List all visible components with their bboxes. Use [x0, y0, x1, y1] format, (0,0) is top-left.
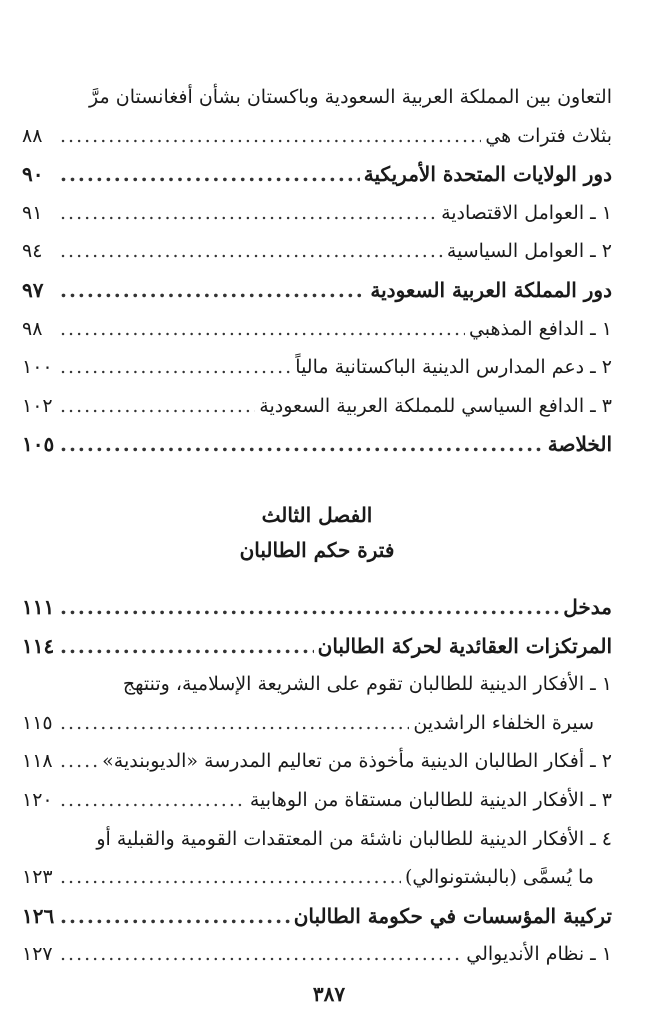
toc-entry-page: ٨٨	[22, 124, 43, 147]
toc-entry-title: ٢ ـ دعم المدارس الدينية الباكستانية مالياً	[295, 356, 612, 379]
toc-entry-title: سيرة الخلفاء الراشدين	[413, 711, 594, 734]
toc-entry-title: ٣ ـ الأفكار الدينية للطالبان مستقاة من الوهابية	[249, 788, 612, 811]
toc-entry	[22, 194, 612, 233]
toc-leader-dots	[60, 897, 290, 936]
toc-entry-title: ٢ ـ العوامل السياسية	[446, 240, 612, 263]
toc-leader-dots	[60, 117, 481, 156]
toc-entry-title: دور الولايات المتحدة الأمريكية	[363, 162, 612, 187]
toc-entry-page: ١٠٢	[22, 394, 53, 417]
toc-entry-title: المرتكزات العقائدية لحركة الطالبان	[317, 633, 612, 658]
toc-leader-dots	[60, 348, 291, 387]
chapter-title: فترة حكم الطالبان	[239, 537, 395, 562]
toc-entry	[22, 271, 612, 310]
toc-leader-dots	[60, 704, 409, 743]
toc-entry	[22, 348, 612, 387]
toc-entry	[22, 310, 612, 349]
toc-entry-page: ١٠٥	[22, 432, 55, 457]
toc-leader-dots	[60, 742, 98, 781]
toc-entry-page: ١٢٦	[22, 903, 55, 928]
toc-entry	[22, 387, 612, 426]
toc-entry-title: مدخل	[563, 594, 612, 619]
toc-entry	[22, 155, 612, 194]
toc-entry-page: ٩٤	[22, 240, 43, 263]
toc-entry-title: ١ ـ الدافع المذهبي	[468, 317, 612, 340]
toc-entry	[22, 897, 612, 936]
toc-entry-title: ١ ـ العوامل الاقتصادية	[441, 201, 612, 224]
toc-leader-dots	[60, 310, 465, 349]
toc-leader-dots	[60, 232, 443, 271]
toc-leader-dots	[60, 935, 462, 974]
toc-entry	[22, 588, 612, 627]
toc-entry-title: دور المملكة العربية السعودية	[370, 277, 612, 302]
toc-entry-title: تركيبة المؤسسات في حكومة الطالبان	[293, 903, 612, 928]
toc-entry	[22, 78, 612, 117]
toc-entry	[22, 781, 612, 820]
toc-entry	[22, 117, 612, 156]
toc-leader-dots	[60, 387, 255, 426]
toc-entry-page: ٩٨	[22, 317, 43, 340]
toc-entry	[22, 742, 612, 781]
toc-entry-title: ما يُسمَّى (بالبشتونوالي)	[404, 866, 594, 889]
toc-entry-title: التعاون بين المملكة العربية السعودية وباكستان بشأن أفغانستان مرَّ	[89, 86, 612, 108]
toc-leader-dots	[60, 425, 544, 464]
toc-leader-dots	[60, 588, 559, 627]
toc-leader-dots	[60, 781, 246, 820]
toc-leader-dots	[60, 155, 360, 194]
toc-entry-title: ٢ ـ أفكار الطالبان الدينية مأخوذة من تعاليم المدرسة «الديوبندية»	[102, 750, 612, 773]
toc-entry	[22, 858, 612, 897]
toc-entry	[22, 232, 612, 271]
page-number: ٣٨٧	[312, 982, 346, 1006]
toc-entry	[22, 425, 612, 464]
toc-entry-page: ١١٤	[22, 633, 55, 658]
toc-leader-dots	[60, 194, 437, 233]
toc-entry	[22, 627, 612, 666]
toc-page	[22, 78, 612, 974]
toc-leader-dots	[60, 271, 366, 310]
toc-entry	[22, 704, 612, 743]
toc-entry-page: ١١٥	[22, 711, 53, 734]
toc-entry	[22, 665, 612, 704]
toc-entry	[22, 935, 612, 974]
toc-entry-title: بثلاث فترات هي	[485, 124, 612, 147]
toc-entry-page: ٩٠	[22, 162, 44, 187]
toc-entry-title: الخلاصة	[547, 432, 612, 457]
toc-leader-dots	[60, 627, 314, 666]
toc-section-1	[22, 78, 612, 464]
toc-entry-page: ١١١	[22, 594, 55, 619]
toc-entry-page: ١٢٧	[22, 943, 53, 966]
toc-section-2	[22, 588, 612, 974]
toc-leader-dots	[60, 858, 401, 897]
toc-entry-page: ٩١	[22, 201, 43, 224]
toc-entry-title: ٤ ـ الأفكار الدينية للطالبان ناشئة من المعتقدات القومية والقبلية أو	[96, 827, 612, 850]
toc-entry-title: ١ ـ نظام الأنديوالي	[466, 943, 612, 966]
toc-entry-page: ١٠٠	[22, 356, 53, 379]
toc-entry	[22, 820, 612, 859]
toc-entry-title: ١ ـ الأفكار الدينية للطالبان تقوم على الشريعة الإسلامية، وتنتهج	[122, 673, 612, 696]
toc-entry-title: ٣ ـ الدافع السياسي للمملكة العربية السعودية	[259, 394, 612, 417]
toc-entry-page: ١٢٣	[22, 866, 53, 889]
toc-entry-page: ١١٨	[22, 750, 53, 773]
toc-entry-page: ٩٧	[22, 277, 44, 302]
chapter-number: الفصل الثالث	[261, 502, 373, 527]
toc-entry-page: ١٢٠	[22, 788, 53, 811]
